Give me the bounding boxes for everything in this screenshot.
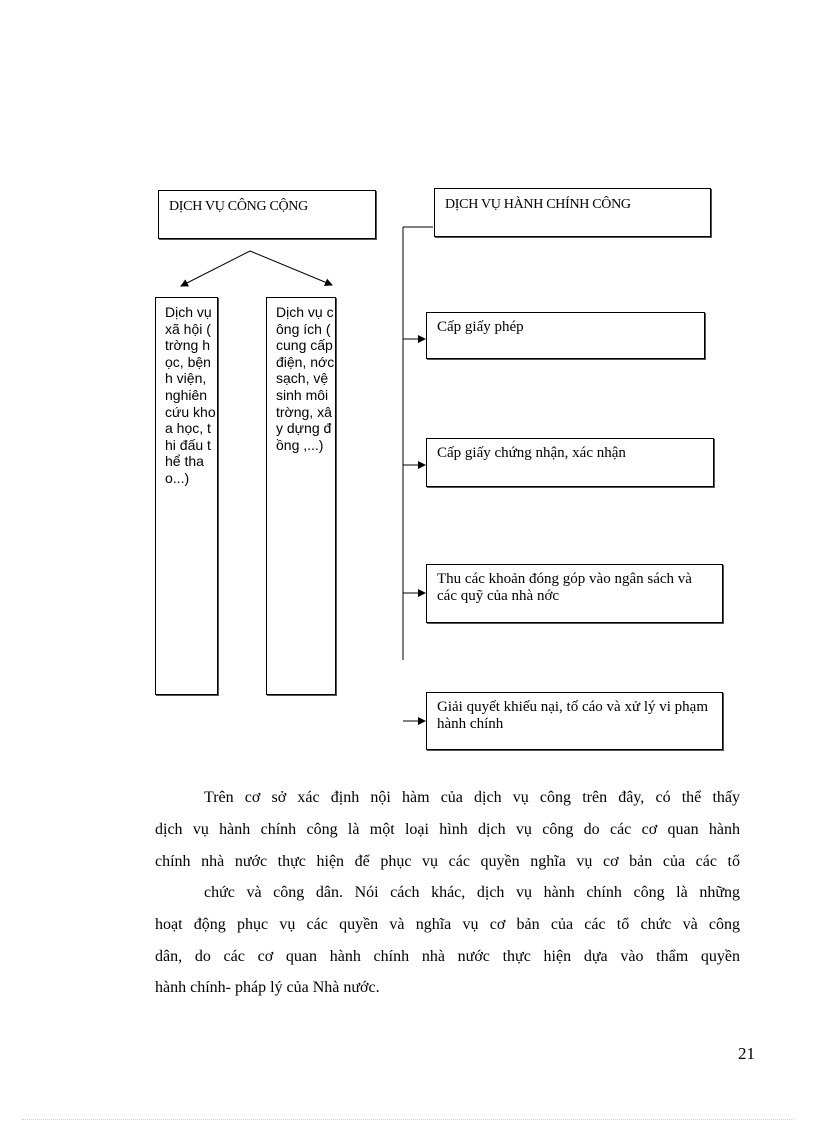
body-line-7: hành chính- pháp lý của Nhà nước.	[155, 979, 380, 996]
admin-item-complaints-text: Giải quyết khiếu nại, tố cáo và xử lý vi phạm hành chính	[437, 699, 708, 732]
administrative-service-title: DỊCH VỤ HÀNH CHÍNH CÔNG	[445, 197, 631, 212]
admin-item-complaints	[426, 692, 723, 750]
page-number: 21	[738, 1044, 755, 1063]
social-services-text: Dịch vụ xã hội ( trờng học, bệnh viện, nghiên cứu khoa học, thi đấu thể thao...)	[165, 304, 216, 486]
admin-item-contributions-text: Thu các khoản đóng góp vào ngân sách và các quỹ của nhà nớc	[437, 571, 692, 604]
body-line-5: hoạt động phục vụ các quyền và nghĩa vụ cơ bản của các tổ chức và công	[155, 916, 740, 933]
social-services-box	[155, 297, 218, 695]
admin-item-contributions	[426, 564, 723, 623]
admin-item-permit	[426, 312, 705, 359]
public-service-title: DỊCH VỤ CÔNG CỘNG	[169, 199, 308, 214]
admin-item-permit-text: Cấp giấy phép	[437, 319, 524, 335]
administrative-service-box	[434, 188, 711, 237]
public-utilities-text: Dịch vụ công ích ( cung cấp điện, nớc sạch, vệ sinh môi trờng, xây dựng đồng ,...)	[276, 304, 335, 453]
arrow-to-social-services	[181, 251, 250, 286]
arrow-to-public-utilities	[250, 251, 332, 285]
body-line-3: chính nhà nước thực hiện để phục vụ các quyền nghĩa vụ cơ bản của các tổ	[155, 853, 740, 870]
body-line-2: dịch vụ hành chính công là một loại hình dịch vụ công do các cơ quan hành	[155, 821, 740, 838]
footer-divider	[22, 1119, 794, 1120]
public-utilities-box	[266, 297, 336, 695]
public-service-box	[158, 190, 376, 239]
admin-item-certification-text: Cấp giấy chứng nhận, xác nhận	[437, 445, 626, 461]
admin-item-certification	[426, 438, 714, 487]
body-line-4: chức và công dân. Nói cách khác, dịch vụ hành chính công là những	[204, 884, 740, 901]
body-line-1: Trên cơ sở xác định nội hàm của dịch vụ công trên đây, có thể thấy	[204, 789, 740, 806]
body-line-6: dân, do các cơ quan hành chính nhà nước thực hiện dựa vào thẩm quyền	[155, 948, 740, 965]
